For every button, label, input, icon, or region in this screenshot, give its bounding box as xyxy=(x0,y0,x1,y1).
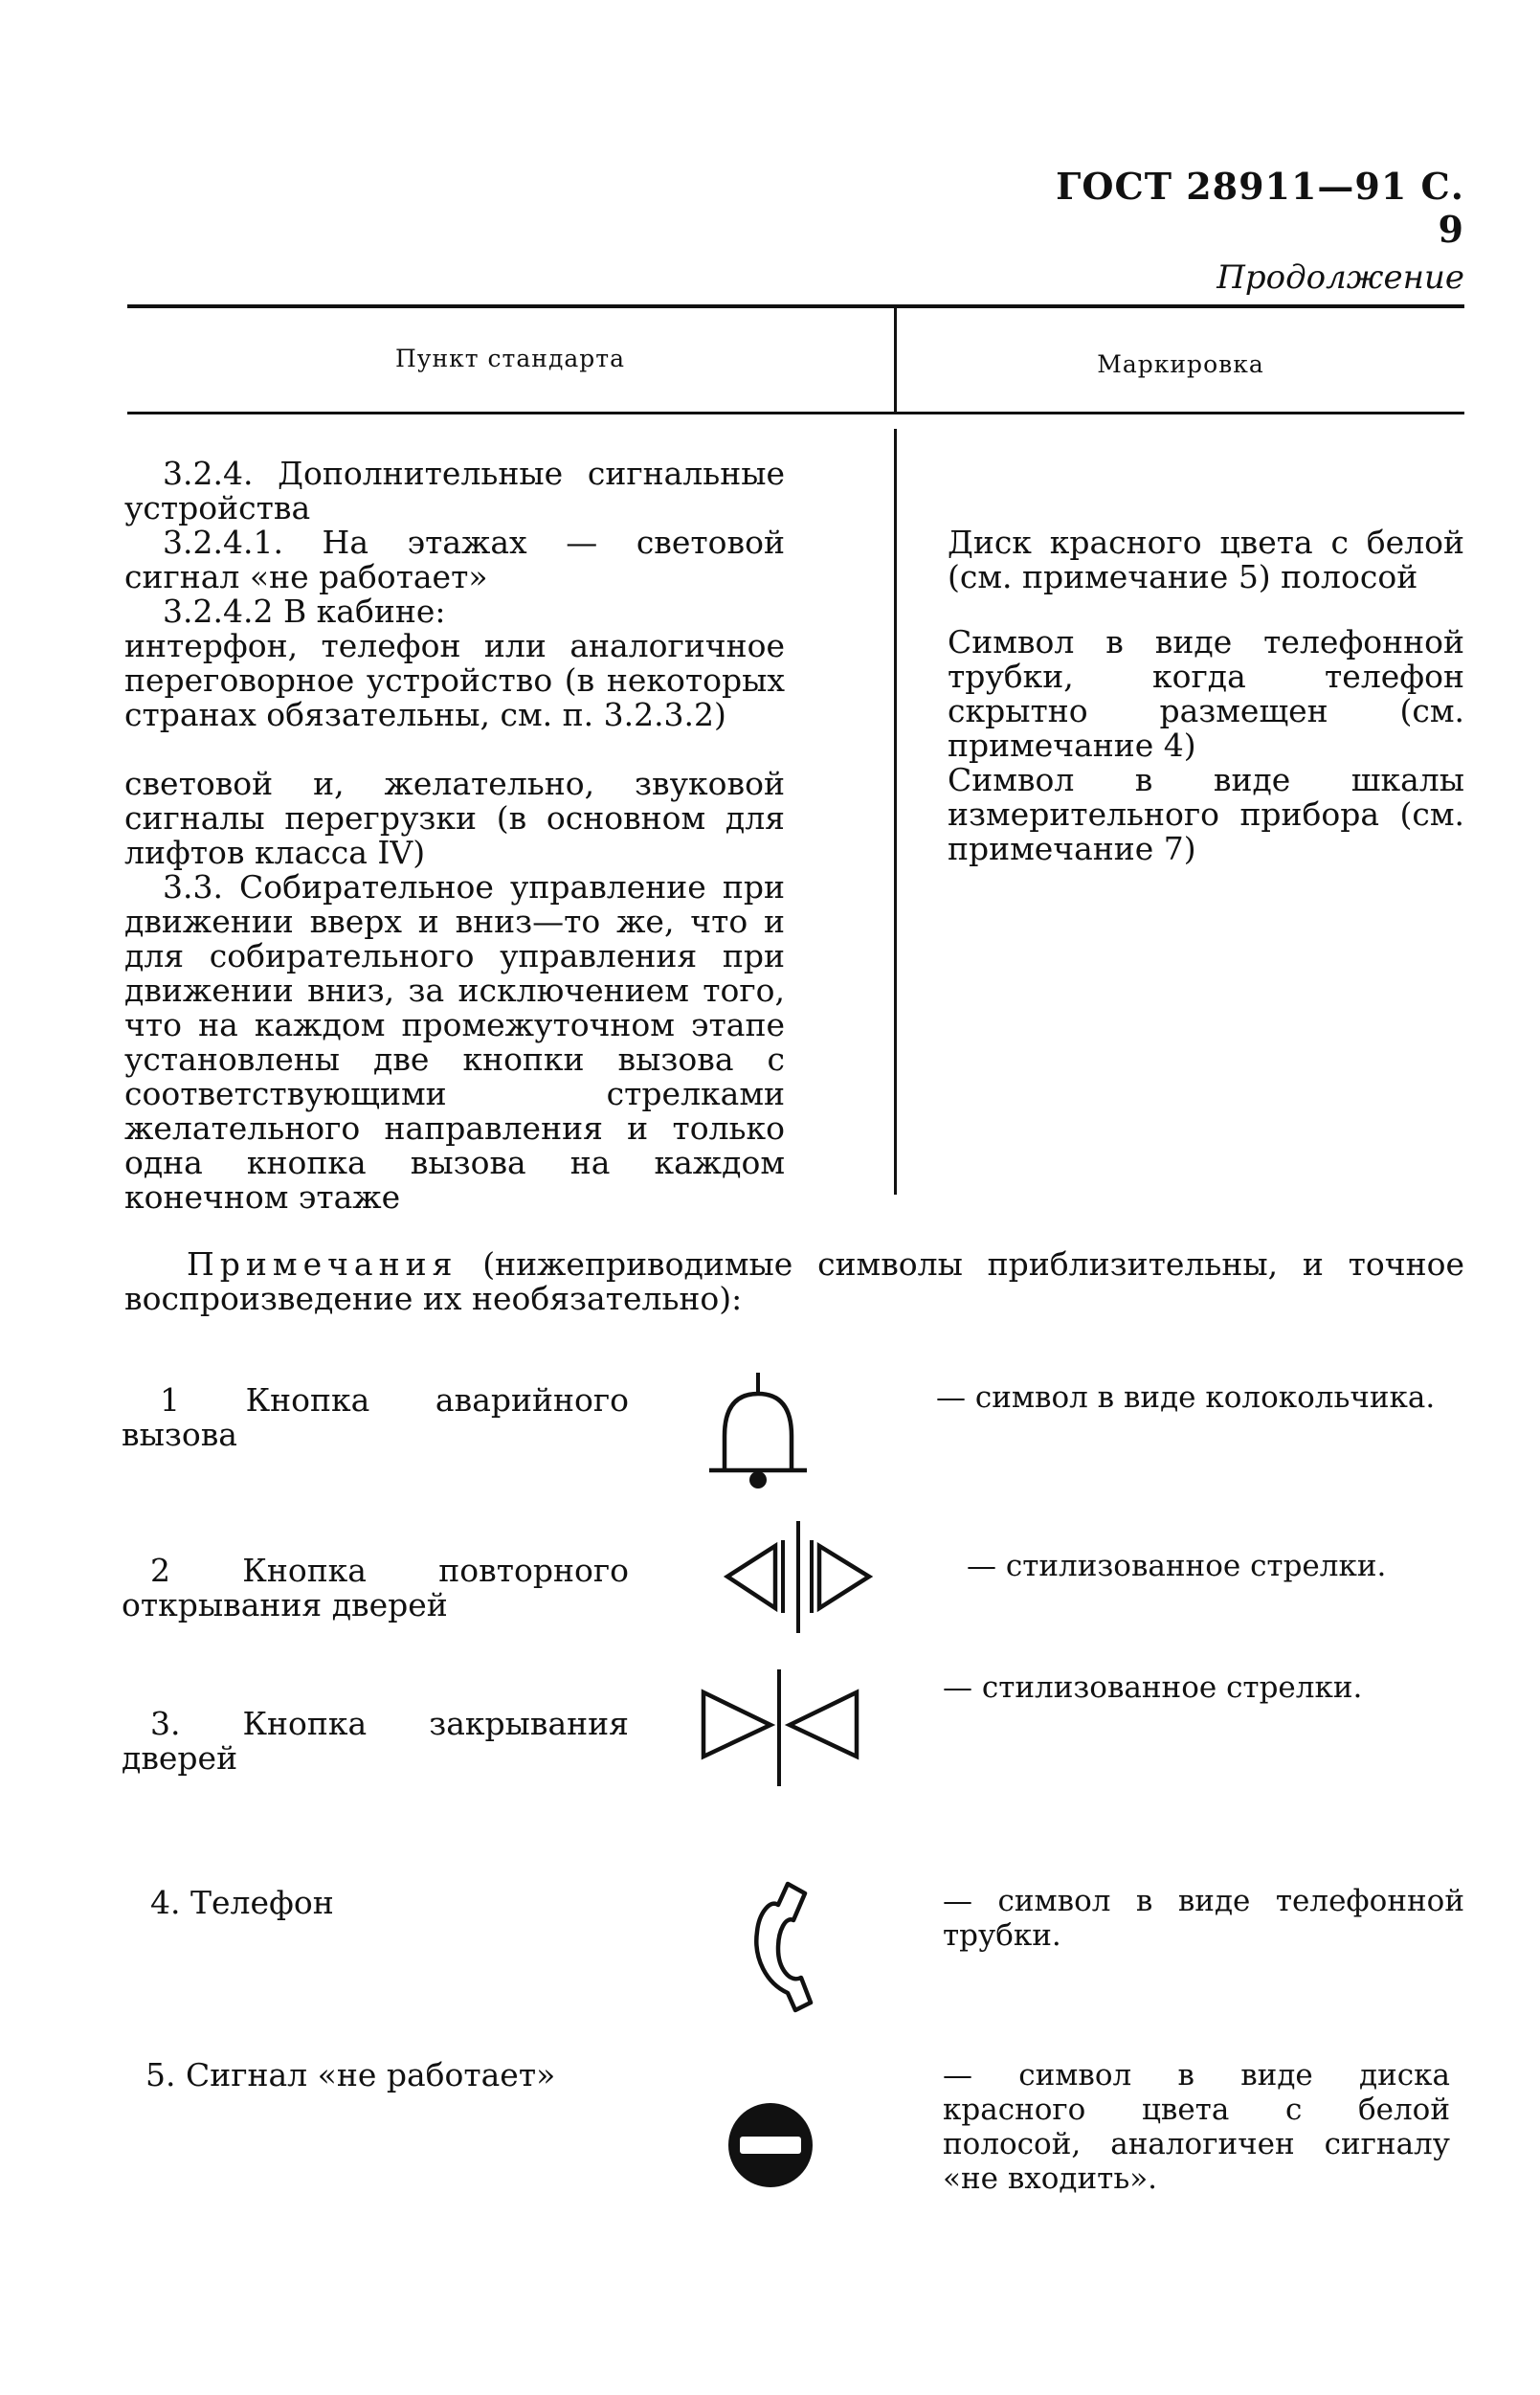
note-1-label: 1 Кнопка аварийного вызова xyxy=(122,1381,629,1453)
clause-3-2-4: 3.2.4. Дополнительные сигнальные устройства xyxy=(124,455,785,526)
bell-icon xyxy=(703,1369,814,1493)
column-header-marking: Маркировка xyxy=(1097,350,1264,378)
note-4-description: — символ в виде телефонной трубки. xyxy=(943,1884,1464,1953)
no-entry-disc-icon xyxy=(725,2099,816,2191)
clause-3-2-4-2-overload: световой и, желательно, звуковой сигналы перегрузки (в основном для лифтов класса IV) xyxy=(124,765,785,871)
table-right-cell xyxy=(948,526,1464,866)
clause-3-2-4-2-intercom: интерфон, телефон или аналогичное переговорное устройство (в некоторых странах обязательны, см. п. 3.2.3.2) xyxy=(124,627,785,733)
continuation-label: Продолжение xyxy=(1216,258,1464,297)
door-open-arrows-icon xyxy=(718,1517,885,1637)
note-2-description: — стилизованное стрелки. xyxy=(967,1549,1387,1583)
telephone-handset-icon xyxy=(732,1876,837,2020)
marking-telephone: Символ в виде телефонной трубки, когда телефон скрытно размещен (см. примечание 4) xyxy=(948,623,1464,764)
clause-3-3: 3.3. Собирательное управление при движении вверх и вниз—то же, что и для собирательного управления при движении вниз, за исключением того, что на каждом промежуточном этапе установлены две кнопки вызова с соответствующими стрелками желательного направления и только одна кнопка вызова на каждом конечном этаже xyxy=(124,868,785,1216)
note-3-label: 3. Кнопка закрывания дверей xyxy=(122,1705,629,1777)
notes-intro-text: (нижеприводимые символы приблизительны, и точное воспроизведение их необязательно): xyxy=(124,1245,1464,1317)
note-2-label: 2 Кнопка повторного открывания дверей xyxy=(122,1552,629,1623)
note-5-description: — символ в виде диска красного цвета с белой полосой, аналогичен сигналу «не входить». xyxy=(943,2058,1450,2196)
notes-intro xyxy=(124,1247,1464,1316)
document-id: ГОСТ 28911—91 С. 9 xyxy=(1056,165,1464,251)
table-left-cell xyxy=(124,457,785,1215)
marking-out-of-order: Диск красного цвета с белой (см. примечание 5) полосой xyxy=(948,524,1464,595)
note-4-label: 4. Телефон xyxy=(150,1884,334,1921)
note-3-description: — стилизованное стрелки. xyxy=(943,1670,1363,1705)
table-header-rule xyxy=(127,412,1464,414)
note-1-description: — символ в виде колокольчика. xyxy=(936,1380,1436,1415)
clause-3-2-4-2: 3.2.4.2 В кабине: xyxy=(163,593,446,630)
table-column-divider-body xyxy=(894,429,897,1195)
table-top-rule xyxy=(127,304,1464,308)
column-header-clause: Пункт стандарта xyxy=(394,345,625,372)
notes-heading: Примечания xyxy=(187,1245,458,1283)
note-5-label: 5. Сигнал «не работает» xyxy=(145,2056,556,2093)
marking-overload-gauge: Символ в виде шкалы измерительного прибора (см. примечание 7) xyxy=(948,761,1464,867)
door-close-arrows-icon xyxy=(699,1666,866,1790)
clause-3-2-4-1: 3.2.4.1. На этажах — световой сигнал «не работает» xyxy=(124,524,785,595)
